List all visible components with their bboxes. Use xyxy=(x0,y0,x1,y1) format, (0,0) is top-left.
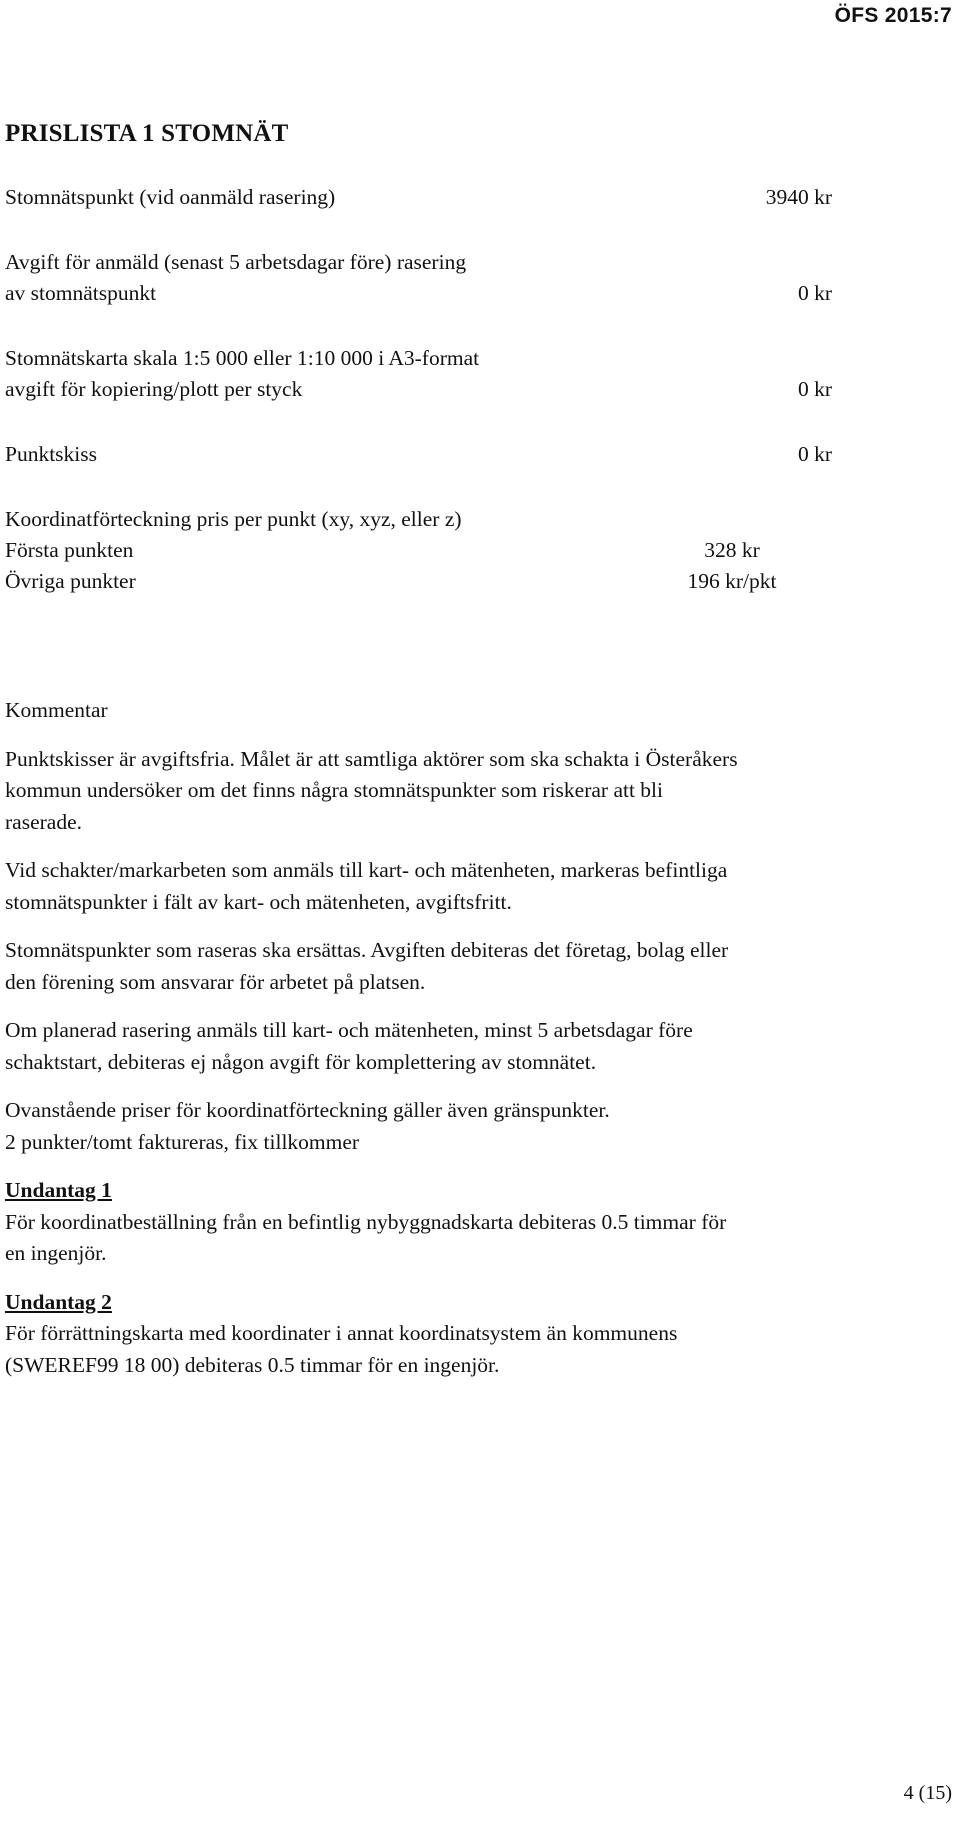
price-row-amount: 0 kr xyxy=(797,377,832,401)
paragraph-line: Stomnätspunkter som raseras ska ersättas. Avgiften debiteras det företag, bolag eller xyxy=(5,938,729,962)
price-row xyxy=(5,247,832,309)
price-row-line: Avgift för anmäld (senast 5 arbetsdagar före) rasering xyxy=(5,250,467,274)
price-row-description xyxy=(5,247,466,309)
exception-line: en ingenjör. xyxy=(5,1241,107,1265)
comment-paragraph xyxy=(5,935,955,998)
paragraph-line: kommun undersöker om det finns några stomnätspunkter som riskerar att bli xyxy=(5,778,664,802)
price-row-line: Stomnätspunkt (vid oanmäld rasering) xyxy=(5,185,336,209)
comment-heading: Kommentar xyxy=(5,698,108,722)
exception-title: Undantag 2 xyxy=(5,1289,112,1314)
comment-paragraph xyxy=(5,744,955,839)
price-row-amounts xyxy=(632,535,832,597)
comment-section xyxy=(5,695,955,1398)
exception-title: Undantag 1 xyxy=(5,1178,112,1202)
paragraph-line: Om planerad rasering anmäls till kart- och mätenheten, minst 5 arbetsdagar före xyxy=(5,1018,693,1042)
price-row xyxy=(5,439,832,470)
comment-paragraph xyxy=(5,1095,955,1158)
price-row xyxy=(5,343,832,405)
exception-block xyxy=(5,1287,955,1382)
paragraph-line: 2 punkter/tomt faktureras, fix tillkommer xyxy=(5,1129,360,1154)
price-row xyxy=(5,504,832,597)
exception-block xyxy=(5,1175,955,1270)
paragraph-line: schaktstart, debiteras ej någon avgift för komplettering av stomnätet. xyxy=(5,1049,597,1074)
document-title: PRISLISTA 1 STOMNÄT xyxy=(5,120,289,147)
exception-line: (SWEREF99 18 00) debiteras 0.5 timmar för en ingenjör. xyxy=(5,1352,500,1377)
price-row-line: avgift för kopiering/plott per styck xyxy=(5,377,303,401)
price-row-description xyxy=(5,343,479,405)
price-row-description xyxy=(5,439,97,470)
price-row-line: Stomnätskarta skala 1:5 000 eller 1:10 000 i A3-format xyxy=(5,346,480,370)
price-row-description xyxy=(5,504,462,597)
paragraph-line: raserade. xyxy=(5,809,82,834)
comment-paragraph xyxy=(5,855,955,918)
price-row-amount: 0 kr xyxy=(797,281,832,305)
paragraph-line: stomnätspunkter i fält av kart- och mätenheten, avgiftsfritt. xyxy=(5,889,512,914)
page-number: 4 (15) xyxy=(903,1782,952,1804)
document-reference: ÖFS 2015:7 xyxy=(834,4,952,27)
price-row-amount: 196 kr/pkt xyxy=(687,569,777,593)
price-row xyxy=(5,182,832,213)
exception-line: För koordinatbeställning från en befintlig nybyggnadskarta debiteras 0.5 timmar för xyxy=(5,1209,727,1234)
price-row-line: Första punkten xyxy=(5,538,134,562)
price-row-line: Koordinatförteckning pris per punkt (xy, xyz, eller z) xyxy=(5,507,462,531)
price-row-line: Övriga punkter xyxy=(5,569,136,593)
price-row-description xyxy=(5,182,335,213)
paragraph-line: Punktskisser är avgiftsfria. Målet är att samtliga aktörer som ska schakta i Österåkers xyxy=(5,746,738,771)
price-row-amount: 0 kr xyxy=(797,442,832,466)
exception-line: För förrättningskarta med koordinater i annat koordinatsystem än kommunens xyxy=(5,1321,678,1345)
price-row-line: Punktskiss xyxy=(5,442,98,466)
price-list xyxy=(5,182,832,631)
price-row-line: av stomnätspunkt xyxy=(5,281,157,305)
paragraph-line: Vid schakter/markarbeten som anmäls till kart- och mätenheten, markeras befintliga xyxy=(5,858,728,882)
price-row-amount: 3940 kr xyxy=(765,185,832,209)
comment-paragraph xyxy=(5,1015,955,1078)
paragraph-line: den förening som ansvarar för arbetet på platsen. xyxy=(5,969,426,994)
price-row-amount: 328 kr xyxy=(704,538,760,562)
paragraph-line: Ovanstående priser för koordinatförteckning gäller även gränspunkter. xyxy=(5,1098,610,1122)
